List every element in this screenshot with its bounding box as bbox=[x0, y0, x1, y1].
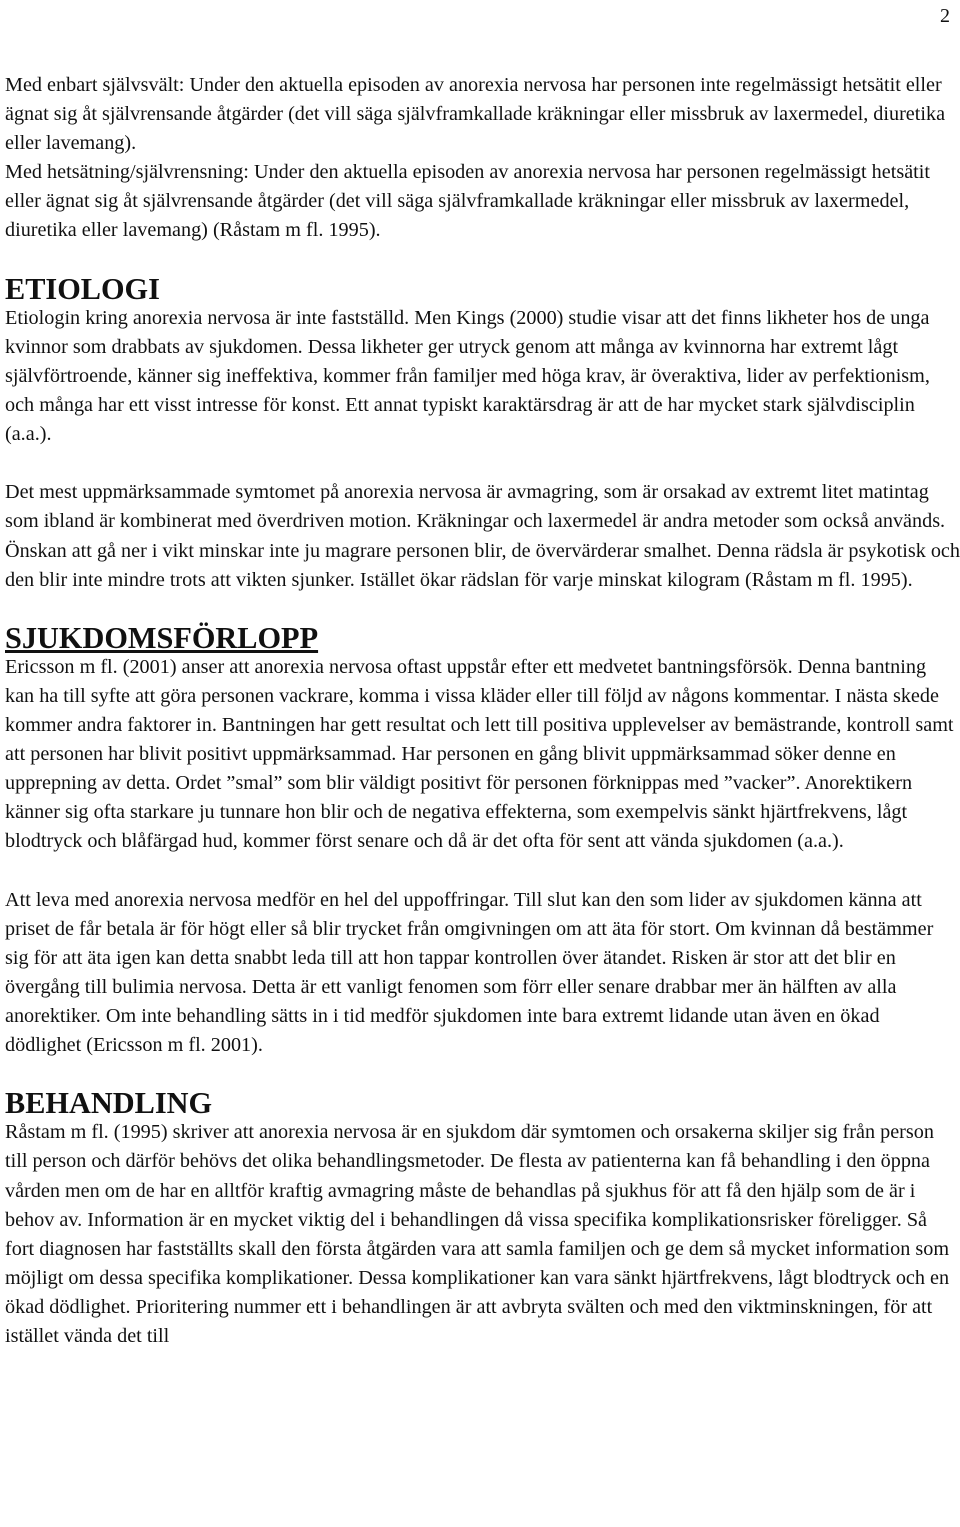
paragraph-etiologi-2: Det mest uppmärksammade symtomet på anorexia nervosa är avmagring, som är orsakad av extremt litet matintag som ibland är kombinerat med överdriven motion. Kräkningar och laxermedel är andra metoder som också används. Önskan att gå ner i vikt minskar inte ju magrare personen blir, de övervärderar smalhet. Denna rädsla är psykotisk och den blir inte mindre trots att vikten sjunker. Istället ökar rädslan för varje minskat kilogram (Råstam m fl. 1995). bbox=[5, 481, 960, 591]
document-body bbox=[5, 71, 960, 1351]
heading-etiologi: ETIOLOGI bbox=[5, 271, 160, 306]
spacer bbox=[5, 595, 960, 624]
heading-behandling: BEHANDLING bbox=[5, 1086, 213, 1121]
paragraph-subtype-restrictive: Med enbart självsvält: Under den aktuella episoden av anorexia nervosa har personen inte regelmässigt hetsätit eller ägnat sig åt självrensande åtgärder (det vill säga självframkallade kräkningar eller missbruk av laxermedel, diuretika eller lavemang). bbox=[5, 74, 946, 155]
spacer bbox=[5, 246, 960, 275]
heading-sjukdomsforlopp: SJUKDOMSFÖRLOPP bbox=[5, 620, 319, 655]
paragraph-etiologi-1: Etiologin kring anorexia nervosa är inte fastställd. Men Kings (2000) studie visar att det finns likheter hos de unga kvinnor som drabbats av sjukdomen. Dessa likheter ger utryck genom att många av kvinnorna har extremt lågt självförtroende, känner sig ineffektiva, kommer från familjer med höga krav, är överaktiva, lider av perfektionism, och många har ett visst intresse för konst. Ett annat typiskt karaktärsdrag är att de har mycket stark självdisciplin (a.a.). bbox=[5, 306, 930, 446]
page-number: 2 bbox=[940, 5, 950, 27]
paragraph-behandling-1: Råstam m fl. (1995) skriver att anorexia nervosa är en sjukdom där symtomen och orsakerna skiljer sig från person till person och därför behövs det olika behandlingsmetoder. De flesta av patienterna kan få behandling i den öppna vården men om de har en alltför kraftig avmagring måste de behandlas på sjukhus för att få den hjälp som de är i behov av. Information är en mycket viktig del i behandlingen då vissa specifika komplikationsrisker föreligger. Så fort diagnosen har fastställts skall den första åtgärden vara att samla familjen och ge dem så mycket information som möjligt om dessa specifika komplikationer. Dessa komplikationer kan vara sänkt hjärtfrekvens, lågt blodtryck och en ökad dödlighet. Prioritering nummer ett i behandlingen är att avbryta svälten och med den viktminskningen, för att istället vända det till bbox=[5, 1121, 950, 1348]
paragraph-sjukdomsforlopp-1: Ericsson m fl. (2001) anser att anorexia nervosa oftast uppstår efter ett medvetet bantningsförsök. Denna bantning kan ha till syfte att göra personen vackrare, komma i vissa kläder eller till följd av någons kommentar. I nästa skede kommer andra faktorer in. Bantningen har gett resultat och lett till positiva upplevelser av bemästrande, kontroll samt att personen har blivit positivt uppmärksammad. Har personen en gång blivit uppmärksammad söker denne en upprepning av detta. Ordet ”smal” som blir väldigt positivt för personen förknippas med ”vacker”. Anorektikern känner sig ofta starkare ju tunnare hon blir och de negativa effekterna, som exempelvis sänkt hjärtfrekvens, lågt blodtryck och blåfärgad hud, kommer först senare och då är det ofta för sent att vända sjukdomen (a.a.). bbox=[5, 655, 954, 853]
spacer bbox=[5, 449, 960, 478]
spacer bbox=[5, 1060, 960, 1089]
paragraph-sjukdomsforlopp-2: Att leva med anorexia nervosa medför en hel del uppoffringar. Till slut kan den som lider av sjukdomen känna att priset de får betala är för högt eller så blir trycket från omgivningen om att äta för stort. Om kvinnan då bestämmer sig för att äta igen kan detta snabbt leda till att hon tappar kontrollen över ätandet. Risken är stor att det blir en övergång till bulimia nervosa. Detta är ett vanligt fenomen som förr eller senare drabbar mer än hälften av alla anorektiker. Om inte behandling sätts in i tid medför sjukdomen inte bara extremt lidande utan även en ökad dödlighet (Ericsson m fl. 2001). bbox=[5, 888, 934, 1057]
spacer bbox=[5, 857, 960, 886]
paragraph-subtype-binge-purge: Med hetsätning/självrensning: Under den aktuella episoden av anorexia nervosa har personen regelmässigt hetsätit eller ägnat sig åt självrensande åtgärder (det vill säga självframkallade kräkningar eller missbruk av laxermedel, diuretika eller lavemang) (Råstam m fl. 1995). bbox=[5, 161, 930, 242]
